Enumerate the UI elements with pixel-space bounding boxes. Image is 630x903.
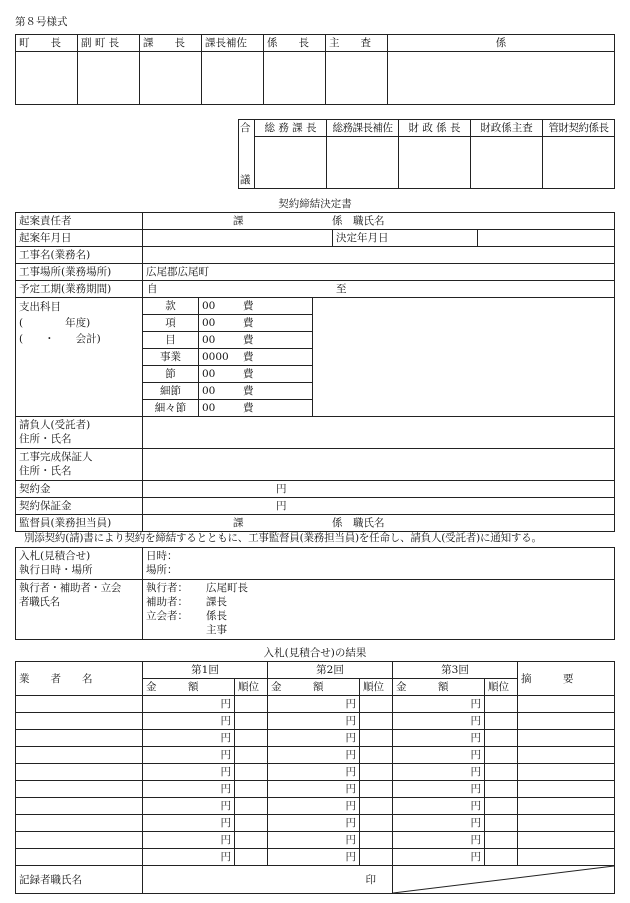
contractor-label-2: 住所・氏名 xyxy=(19,433,72,445)
budget-row-code: 00 xyxy=(202,402,216,414)
approval-header-fukuchou: 副 町 長 xyxy=(78,35,140,52)
officer-row xyxy=(146,623,611,637)
remarks-header: 摘 要 xyxy=(518,662,615,696)
approval-seal-cell xyxy=(388,52,615,105)
rank-cell xyxy=(235,781,268,798)
officer-row xyxy=(146,581,611,595)
rank-header: 順位 xyxy=(360,679,393,696)
bid-place-label: 場所： xyxy=(146,564,178,576)
budget-row-value xyxy=(199,400,313,417)
consult-header-soumukachou: 総 務 課 長 xyxy=(255,120,327,137)
rank-cell xyxy=(235,764,268,781)
amount-value xyxy=(143,481,615,498)
rank-cell xyxy=(235,815,268,832)
budget-row-unit: 費 xyxy=(243,351,254,363)
rank-cell xyxy=(235,713,268,730)
supervisor-ka: 課 xyxy=(233,517,244,529)
amount-cell: 円 xyxy=(268,747,360,764)
work-name-label: 工事名(業務名) xyxy=(16,247,143,264)
budget-row-unit: 費 xyxy=(243,317,254,329)
amount-cell: 円 xyxy=(143,849,235,866)
budget-row-code: 00 xyxy=(202,317,216,329)
remarks-cell xyxy=(518,781,615,798)
officer-name: 課長 xyxy=(206,596,227,608)
approval-header-kachouhosa: 課長補佐 xyxy=(202,35,264,52)
amount-cell: 円 xyxy=(393,730,485,747)
vendor-name-cell xyxy=(16,730,143,747)
consult-header-zaiseikakarichou: 財 政 係 長 xyxy=(399,120,471,137)
budget-row-unit: 費 xyxy=(243,300,254,312)
work-name-value xyxy=(143,247,615,264)
officers-label-1: 執行者・補助者・立会 xyxy=(19,582,121,594)
recorder-diagonal-cell xyxy=(393,866,615,894)
budget-label-2: ( 年度) xyxy=(19,317,91,329)
consult-header-kanzai: 管財契約係長 xyxy=(543,120,615,137)
vendor-name-cell xyxy=(16,832,143,849)
rank-cell xyxy=(235,696,268,713)
document-title: 契約締結決定書 xyxy=(278,198,352,210)
rank-cell xyxy=(360,815,393,832)
rank-cell xyxy=(360,713,393,730)
approval-header-kachou: 課 長 xyxy=(140,35,202,52)
consult-seal-cell xyxy=(471,137,543,189)
bid-datetime-label: 日時： xyxy=(146,550,178,562)
rank-cell xyxy=(360,849,393,866)
form-number: 第８号様式 xyxy=(15,16,68,28)
officer-name: 係長 xyxy=(206,610,227,622)
vendor-name-cell xyxy=(16,815,143,832)
amount-cell: 円 xyxy=(268,798,360,815)
amount-cell: 円 xyxy=(268,832,360,849)
budget-row-name: 款 xyxy=(143,298,199,315)
rank-cell xyxy=(235,798,268,815)
rank-cell xyxy=(360,781,393,798)
result-row xyxy=(16,832,615,849)
budget-row-unit: 費 xyxy=(243,334,254,346)
round-header: 第1回 xyxy=(143,662,268,679)
approval-header-kakari: 係 xyxy=(388,35,615,52)
rank-cell xyxy=(360,832,393,849)
rank-cell xyxy=(360,764,393,781)
officer-role: 補助者： xyxy=(146,596,188,608)
rank-cell xyxy=(360,696,393,713)
rank-cell xyxy=(235,849,268,866)
supervisor-value xyxy=(143,515,615,532)
approval-header-kakarichou: 係 長 xyxy=(264,35,326,52)
amount-cell: 円 xyxy=(393,747,485,764)
result-row xyxy=(16,747,615,764)
result-row xyxy=(16,696,615,713)
approval-header-chou: 町 長 xyxy=(16,35,78,52)
rank-cell xyxy=(485,849,518,866)
guarantor-label xyxy=(16,449,143,481)
result-row xyxy=(16,798,615,815)
budget-row-code: 00 xyxy=(202,385,216,397)
remarks-cell xyxy=(518,849,615,866)
amount-cell: 円 xyxy=(393,815,485,832)
vendor-name-cell xyxy=(16,713,143,730)
rank-header: 順位 xyxy=(235,679,268,696)
rank-cell xyxy=(485,798,518,815)
amount-cell: 円 xyxy=(393,696,485,713)
approval-seal-cell xyxy=(264,52,326,105)
amount-cell: 円 xyxy=(268,781,360,798)
amount-cell: 円 xyxy=(143,747,235,764)
budget-row-value xyxy=(199,383,313,400)
consult-header-zaiseishusa: 財政係主査 xyxy=(471,120,543,137)
vendor-name-cell xyxy=(16,747,143,764)
consult-seal-cell xyxy=(399,137,471,189)
bid-table xyxy=(15,547,615,640)
amount-cell: 円 xyxy=(143,713,235,730)
amount-cell: 円 xyxy=(393,849,485,866)
period-from: 自 xyxy=(147,283,158,295)
rank-cell xyxy=(485,781,518,798)
guarantor-value xyxy=(143,449,615,481)
rank-cell xyxy=(485,764,518,781)
amount-cell: 円 xyxy=(268,764,360,781)
budget-row-code: 0000 xyxy=(202,351,229,363)
recorder-value xyxy=(143,866,393,894)
vendor-name-cell xyxy=(16,849,143,866)
amount-header: 金 額 xyxy=(268,679,360,696)
budget-row-unit: 費 xyxy=(243,402,254,414)
remarks-cell xyxy=(518,747,615,764)
vendor-name-cell xyxy=(16,798,143,815)
officers-cell xyxy=(143,580,615,640)
budget-row-name: 事業 xyxy=(143,349,199,366)
rank-cell xyxy=(485,696,518,713)
rank-cell xyxy=(360,730,393,747)
officer-role: 立会者： xyxy=(146,610,188,622)
rank-cell xyxy=(360,747,393,764)
amount-cell: 円 xyxy=(393,781,485,798)
remarks-cell xyxy=(518,798,615,815)
remarks-cell xyxy=(518,815,615,832)
amount-header: 金 額 xyxy=(143,679,235,696)
budget-row-name: 目 xyxy=(143,332,199,349)
budget-row-value xyxy=(199,315,313,332)
rank-cell xyxy=(235,832,268,849)
consult-seal-cell xyxy=(255,137,327,189)
vendor-name-cell xyxy=(16,781,143,798)
round-header: 第2回 xyxy=(268,662,393,679)
result-row xyxy=(16,713,615,730)
work-place-label: 工事場所(業務場所) xyxy=(16,264,143,281)
amount-cell: 円 xyxy=(268,815,360,832)
amount-cell: 円 xyxy=(143,798,235,815)
rank-cell xyxy=(485,730,518,747)
drafter-kakari: 係 職氏名 xyxy=(332,215,385,227)
budget-label-1: 支出科目 xyxy=(19,301,61,313)
amount-cell: 円 xyxy=(393,832,485,849)
deposit-unit: 円 xyxy=(276,500,287,512)
budget-row-unit: 費 xyxy=(243,368,254,380)
supervisor-kakari: 係 職氏名 xyxy=(332,517,385,529)
main-table xyxy=(15,212,615,532)
amount-header: 金 額 xyxy=(393,679,485,696)
consult-table xyxy=(238,119,615,189)
budget-label-3: ( ・ 会計) xyxy=(19,333,101,345)
consult-header-soumukachouhosa: 総務課長補佐 xyxy=(327,120,399,137)
remarks-cell xyxy=(518,696,615,713)
budget-blank xyxy=(313,298,615,417)
rank-cell xyxy=(485,815,518,832)
bid-label-cell xyxy=(16,548,143,580)
consult-label-cell xyxy=(239,120,255,189)
amount-cell: 円 xyxy=(268,713,360,730)
remarks-cell xyxy=(518,730,615,747)
bid-datetime-cell xyxy=(143,548,615,580)
budget-row-code: 00 xyxy=(202,334,216,346)
consult-seal-cell xyxy=(327,137,399,189)
deposit-value xyxy=(143,498,615,515)
approval-seal-cell xyxy=(140,52,202,105)
result-row xyxy=(16,764,615,781)
officers-label-2: 者職氏名 xyxy=(19,596,60,608)
remarks-cell xyxy=(518,764,615,781)
rank-cell xyxy=(485,832,518,849)
diagonal-line xyxy=(393,866,614,893)
budget-row-value xyxy=(199,298,313,315)
round-header: 第3回 xyxy=(393,662,518,679)
amount-cell: 円 xyxy=(143,781,235,798)
amount-cell: 円 xyxy=(393,764,485,781)
budget-row-code: 00 xyxy=(202,300,216,312)
seal-mark: 印 xyxy=(365,873,376,886)
amount-cell: 円 xyxy=(143,815,235,832)
rank-cell xyxy=(485,713,518,730)
contractor-label xyxy=(16,417,143,449)
result-row xyxy=(16,730,615,747)
officers-label-cell xyxy=(16,580,143,640)
rank-cell xyxy=(485,747,518,764)
rank-cell xyxy=(235,730,268,747)
period-value xyxy=(143,281,615,298)
budget-row-name: 細々節 xyxy=(143,400,199,417)
amount-cell: 円 xyxy=(393,798,485,815)
vendor-name-cell xyxy=(16,764,143,781)
result-row xyxy=(16,781,615,798)
drafter-value xyxy=(143,213,615,230)
results-title: 入札(見積合せ)の結果 xyxy=(263,647,367,659)
officer-name: 広尾町長 xyxy=(206,582,248,594)
amount-cell: 円 xyxy=(393,713,485,730)
decision-date-label: 決定年月日 xyxy=(333,230,478,247)
amount-cell: 円 xyxy=(268,696,360,713)
result-row xyxy=(16,815,615,832)
remarks-cell xyxy=(518,832,615,849)
approval-table xyxy=(15,34,615,105)
approval-seal-cell xyxy=(78,52,140,105)
recorder-row xyxy=(16,866,615,894)
officer-row xyxy=(146,609,611,623)
bid-label-1: 入札(見積合せ) xyxy=(19,550,91,562)
approval-seal-cell xyxy=(326,52,388,105)
drafter-ka: 課 xyxy=(233,215,244,227)
officer-row xyxy=(146,595,611,609)
approval-seal-cell xyxy=(202,52,264,105)
recorder-label: 記録者職氏名 xyxy=(16,866,143,894)
draft-date-label: 起案年月日 xyxy=(16,230,143,247)
deposit-label: 契約保証金 xyxy=(16,498,143,515)
bid-label-2: 執行日時・場所 xyxy=(19,564,93,576)
supervisor-label: 監督員(業務担当員) xyxy=(16,515,143,532)
amount-cell: 円 xyxy=(143,832,235,849)
budget-row-code: 00 xyxy=(202,368,216,380)
consult-seal-cell xyxy=(543,137,615,189)
budget-row-name: 項 xyxy=(143,315,199,332)
drafter-label: 起案責任者 xyxy=(16,213,143,230)
results-table xyxy=(15,661,615,894)
amount-cell: 円 xyxy=(143,730,235,747)
draft-date-value xyxy=(143,230,333,247)
rank-cell xyxy=(360,798,393,815)
amount-cell: 円 xyxy=(268,849,360,866)
consult-label-bottom: 議 xyxy=(240,174,251,186)
work-place-value: 広尾郡広尾町 xyxy=(143,264,615,281)
consult-label-top: 合 xyxy=(240,122,251,134)
budget-row-value xyxy=(199,332,313,349)
notice-text: 別添契約(請)書により契約を締結するとともに、工事監督員(業務担当員)を任命し、請負人(受託者)に通知する。 xyxy=(24,532,542,544)
contractor-label-1: 請負人(受託者) xyxy=(19,419,91,431)
remarks-cell xyxy=(518,713,615,730)
officer-name: 主事 xyxy=(206,624,227,636)
result-row xyxy=(16,849,615,866)
amount-unit: 円 xyxy=(276,483,287,495)
officer-role: 執行者： xyxy=(146,582,188,594)
approval-header-shusa: 主 査 xyxy=(326,35,388,52)
rank-header: 順位 xyxy=(485,679,518,696)
budget-row-name: 細節 xyxy=(143,383,199,400)
budget-row-value xyxy=(199,349,313,366)
budget-row-name: 節 xyxy=(143,366,199,383)
budget-row-unit: 費 xyxy=(243,385,254,397)
budget-row-value xyxy=(199,366,313,383)
period-to: 至 xyxy=(336,283,347,295)
amount-cell: 円 xyxy=(268,730,360,747)
decision-date-value xyxy=(478,230,615,247)
vendor-header: 業 者 名 xyxy=(16,662,143,696)
contractor-value xyxy=(143,417,615,449)
period-label: 予定工期(業務期間) xyxy=(16,281,143,298)
amount-label: 契約金 xyxy=(16,481,143,498)
vendor-name-cell xyxy=(16,696,143,713)
rank-cell xyxy=(235,747,268,764)
guarantor-label-2: 住所・氏名 xyxy=(19,465,72,477)
amount-cell: 円 xyxy=(143,696,235,713)
budget-label-cell xyxy=(16,298,143,417)
guarantor-label-1: 工事完成保証人 xyxy=(19,451,93,463)
amount-cell: 円 xyxy=(143,764,235,781)
approval-seal-cell xyxy=(16,52,78,105)
